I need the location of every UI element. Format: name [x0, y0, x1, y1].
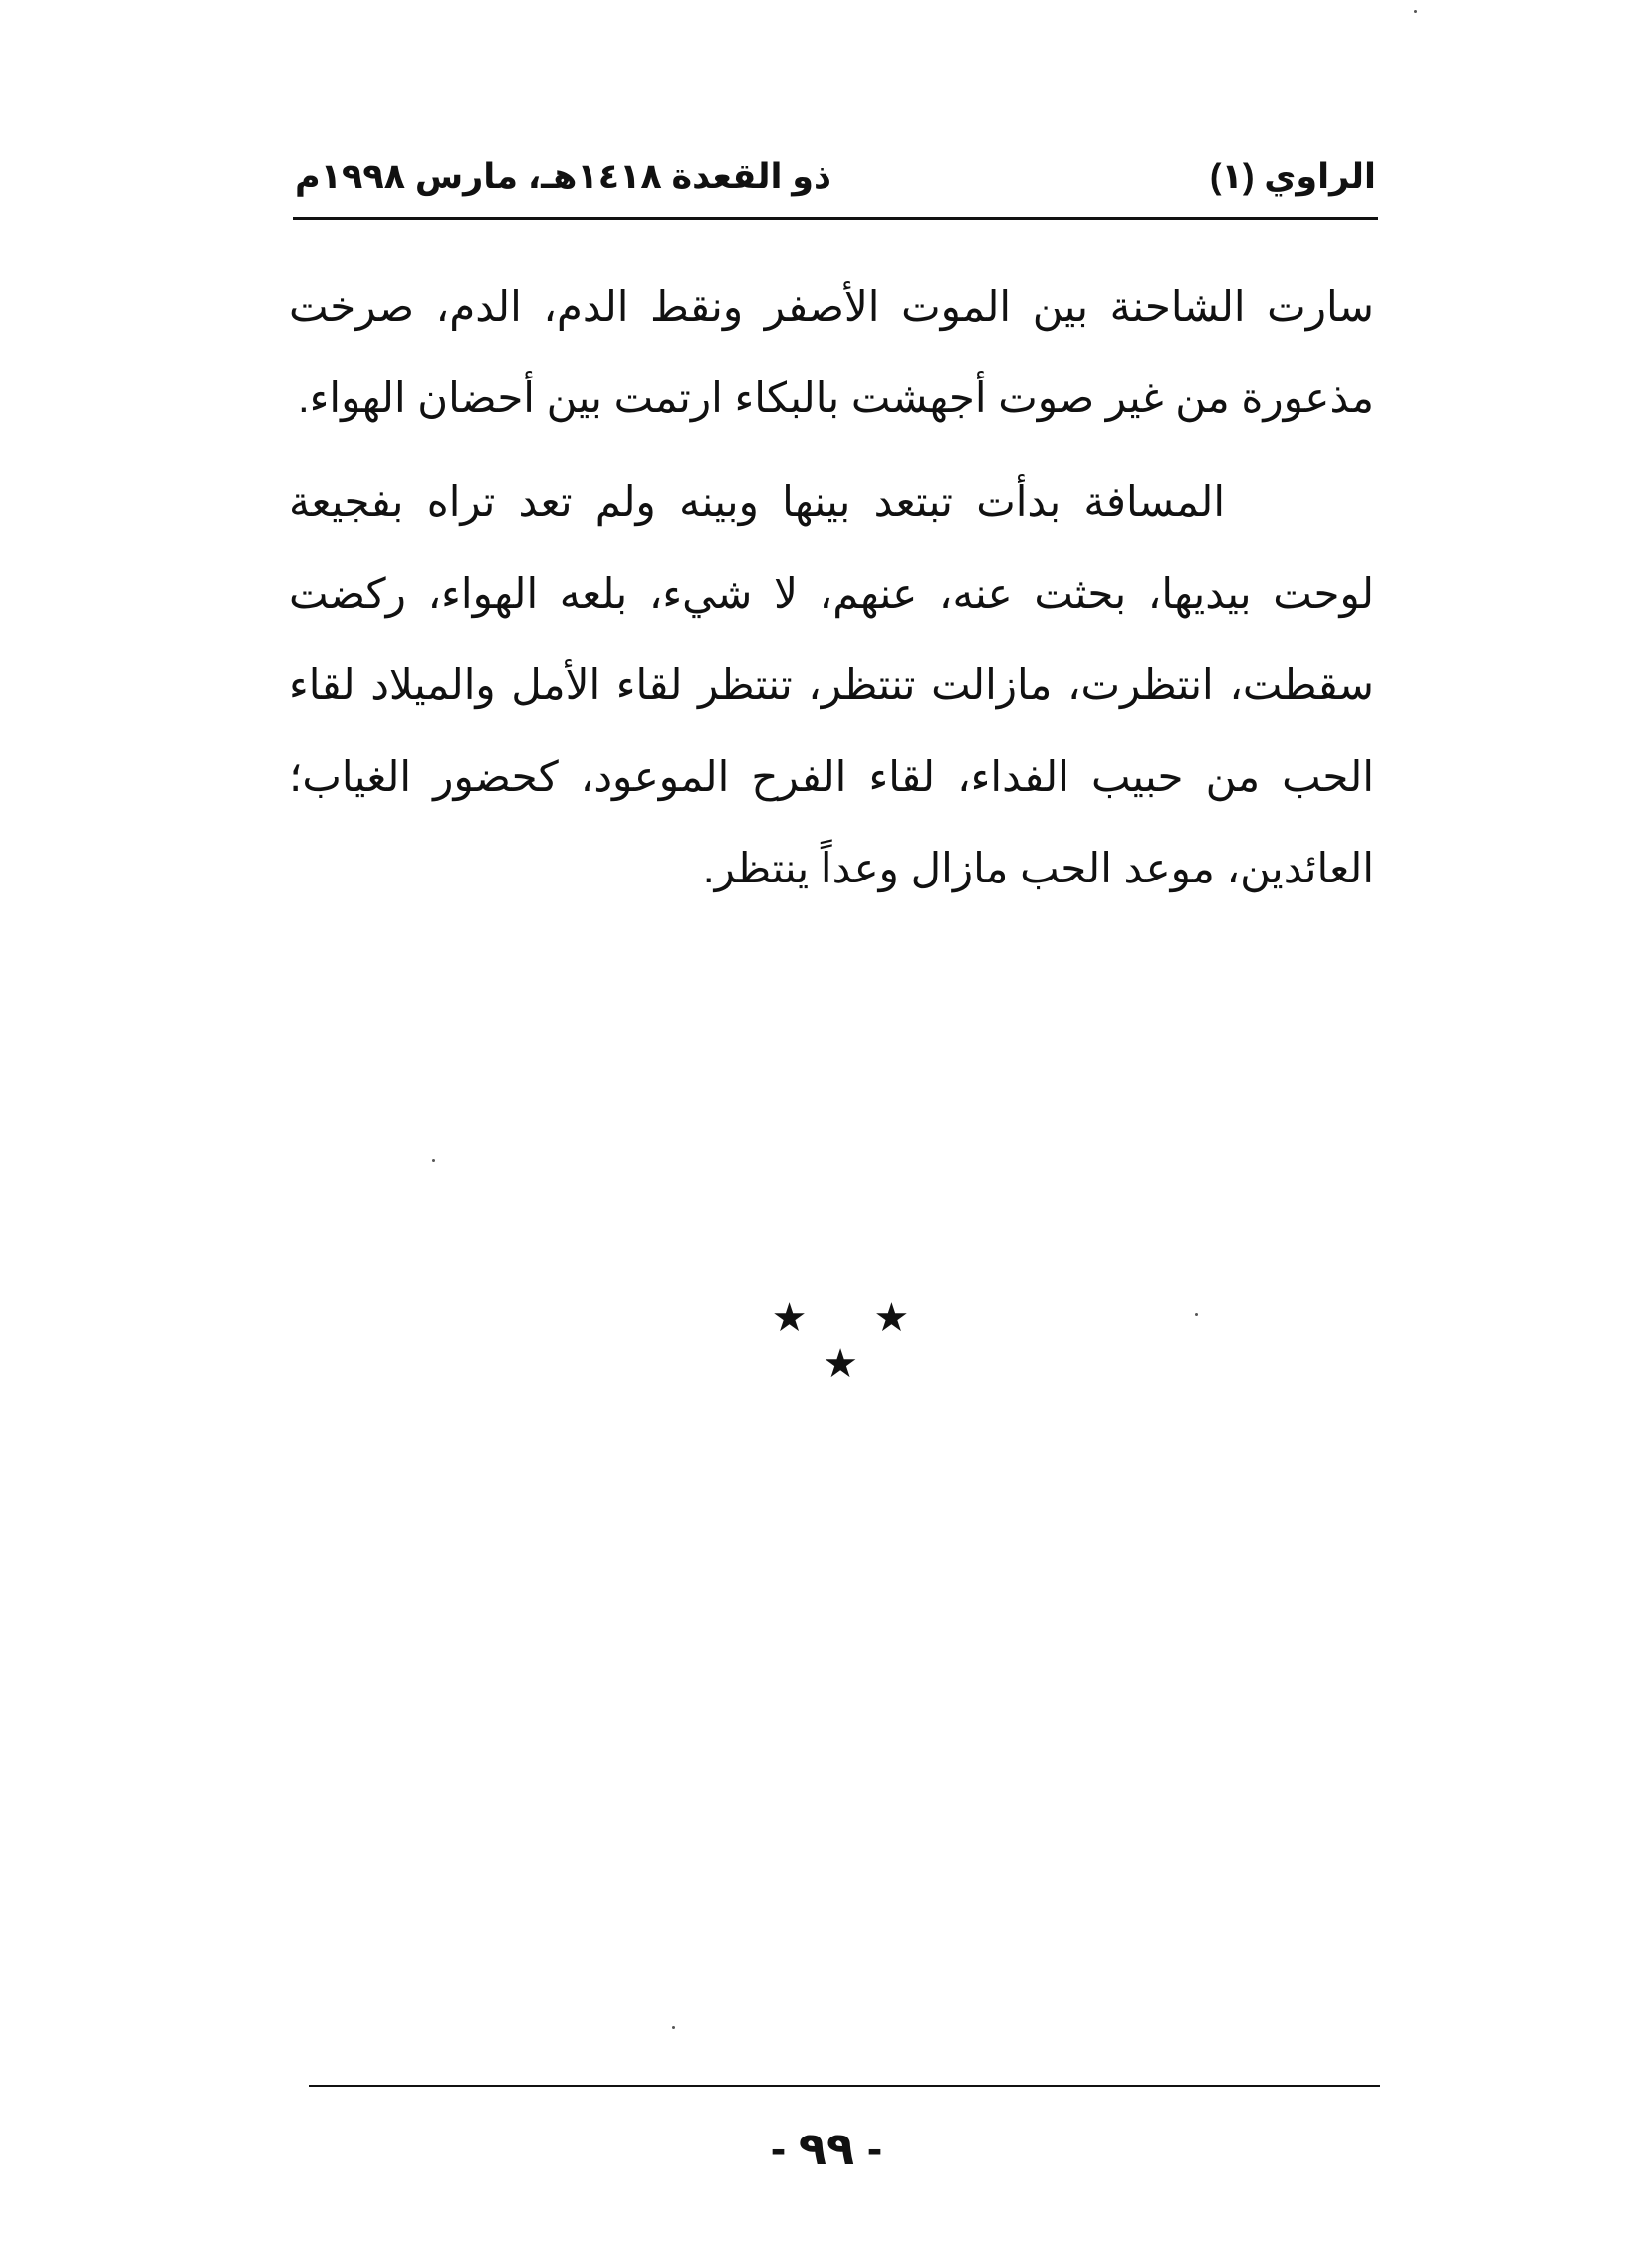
paragraph: المسافة بدأت تبتعد بينها وبينه ولم تعد تراه بفجيعة لوحت بيديها، بحثت عنه، عنهم، لا شيء، بلعه الهواء، ركضت سقطت، انتظرت، مازالت تنتظر، تنتظر لقاء الأمل والميلاد لقاء الحب من حبيب الفداء، لقاء الفرح الموعود، كحضور الغياب؛ العائدين، موعد الحب مازال وعداً ينتظر. — [289, 478, 1374, 891]
article-body — [289, 261, 1374, 914]
issue-date: ذو القعدة ١٤١٨هـ، مارس ١٩٩٨م — [295, 157, 831, 196]
running-header — [295, 157, 1376, 217]
page-number: - ٩٩ - — [770, 2123, 883, 2174]
header-divider — [293, 217, 1378, 220]
paragraph: سارت الشاحنة بين الموت الأصفر ونقط الدم، الدم، صرخت مذعورة من غير صوت أجهشت بالبكاء ارتمت بين أحضان الهواء. — [289, 283, 1374, 421]
scan-speck — [1195, 1313, 1198, 1316]
section-separator: ★ ★ ★ — [771, 1296, 938, 1385]
footer-divider — [309, 2085, 1380, 2087]
scan-speck — [432, 1159, 435, 1162]
journal-title: الراوي (١) — [1209, 157, 1376, 196]
scan-speck — [1414, 10, 1417, 13]
scan-speck — [672, 2026, 675, 2029]
